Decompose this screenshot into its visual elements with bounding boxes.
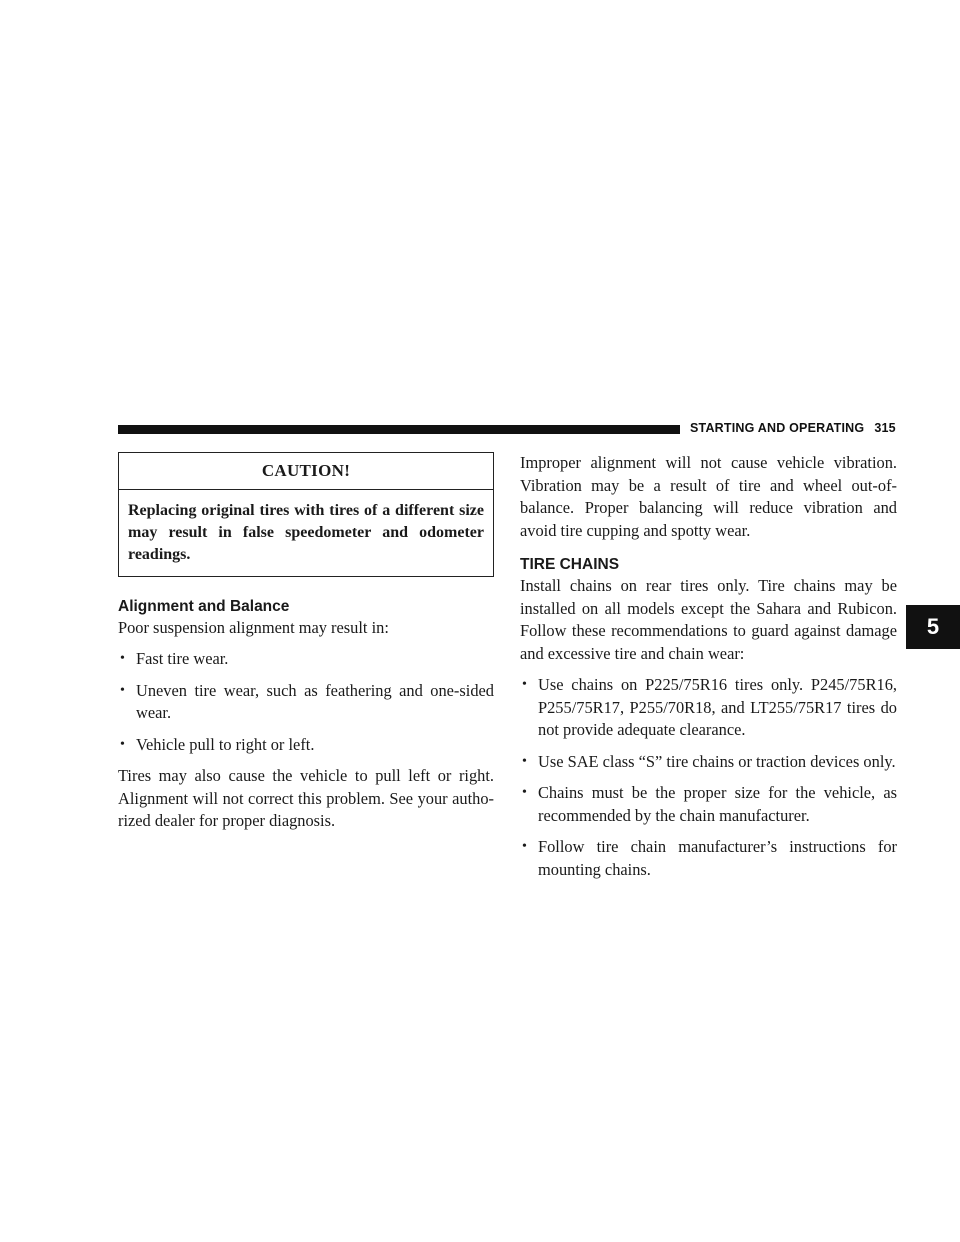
caution-box xyxy=(118,452,494,577)
list-item: • Use SAE class “S” tire chains or traction devices only. xyxy=(520,751,897,774)
bullet-icon: • xyxy=(522,677,527,692)
caution-text: Replacing original tires with tires of a different size may result in false speedometer and odometer readings. xyxy=(128,501,484,563)
list-item: • Uneven tire wear, such as feathering and one-sided wear. xyxy=(120,680,494,722)
alignment-heading: Alignment and Balance xyxy=(118,597,290,615)
caution-title: CAUTION! xyxy=(119,453,493,490)
list-item: • Fast tire wear. xyxy=(118,648,494,671)
bullet-icon: • xyxy=(522,839,527,854)
running-header xyxy=(690,421,896,435)
alignment-intro: Poor suspension alignment may result in: xyxy=(118,617,389,637)
section-title: STARTING AND OPERATING xyxy=(690,421,865,435)
bullet-icon: • xyxy=(120,651,125,666)
list-item: • Vehicle pull to right or left. xyxy=(118,734,494,757)
bullet-icon: • xyxy=(120,736,125,752)
bullet-icon: • xyxy=(522,785,527,800)
header-rule xyxy=(118,425,680,434)
alignment-closing: Tires may also cause the vehicle to pull left or right. Alignment will not correct this problem. See your autho-rized dealer for proper diagnosis. xyxy=(118,766,494,830)
tire-chains-heading: TIRE CHAINS xyxy=(520,556,620,573)
bullet-icon: • xyxy=(120,682,125,698)
right-column xyxy=(520,452,897,881)
page-number: 315 xyxy=(874,421,896,435)
tire-chains-bullet-list xyxy=(520,674,897,881)
chapter-tab: 5 xyxy=(906,605,960,649)
tire-chains-intro: Install chains on rear tires only. Tire chains may be installed on all models except the Sahara and Rubicon. Follow these recommendations to guard against damage and excessive tire and chain wear: xyxy=(520,576,897,663)
list-item: • Use chains on P225/75R16 tires only. P245/75R16, P255/75R17, P255/70R18, and LT255/75R17 tires do not provide adequate clearance. xyxy=(522,675,897,739)
list-item: • Chains must be the proper size for the vehicle, as recommended by the chain manufacturer. xyxy=(522,783,897,825)
list-item: • Follow tire chain manufacturer’s instructions for mounting chains. xyxy=(522,837,897,879)
left-column xyxy=(118,452,494,833)
alignment-bullet-list xyxy=(118,648,494,756)
improper-alignment-text: Improper alignment will not cause vehicle vibration. Vibration may be a result of tire and wheel out-of-balance. Proper balancing will reduce vibration and avoid tire cupping and spotty wear. xyxy=(520,453,897,540)
bullet-icon: • xyxy=(522,753,527,769)
